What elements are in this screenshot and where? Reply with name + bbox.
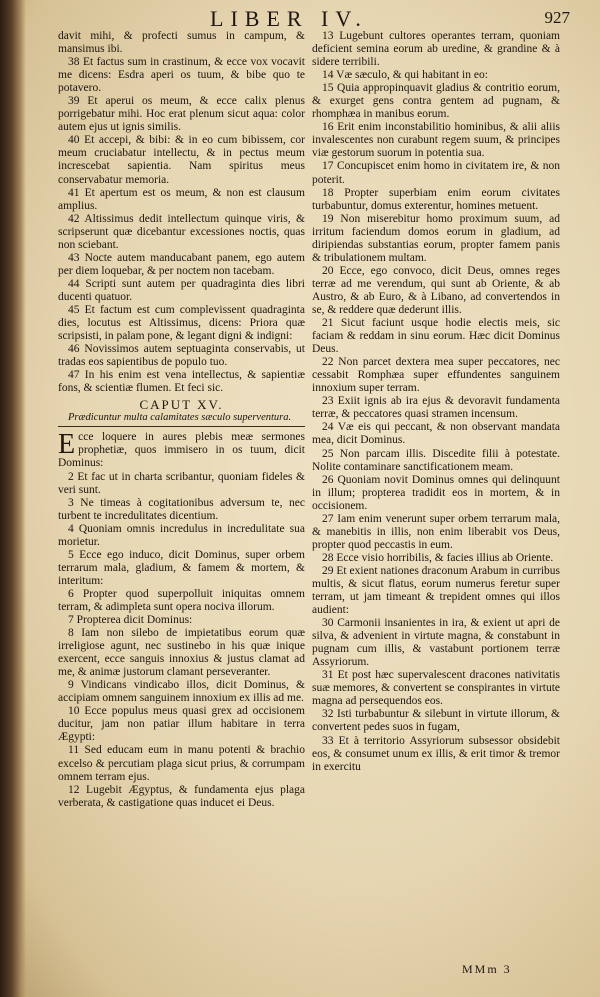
verse-text: cce loquere in aures plebis meæ sermones prophetiæ, quos immisero in os tuum, dicit Dominus: <box>58 431 305 470</box>
verse: 18 Propter superbiam enim eorum civitates turbabuntur, domus exterentur, homines metuent. <box>312 186 560 212</box>
verse: 27 Iam enim venerunt super orbem terrarum mala, & manebitis in illis, non enim liberabit vos Deus, propter quod peccastis in eum. <box>312 512 560 551</box>
verse: 15 Quia appropinquavit gladius & contritio eorum, & exurget gens contra gentem ad pugnam, & rhomphæa in manibus eorum. <box>312 82 560 121</box>
verse: 10 Ecce populus meus quasi grex ad occisionem ducitur, jam non patiar illum habitare in terra Ægypti: <box>58 705 305 744</box>
verse: 11 Sed educam eum in manu potenti & brachio excelso & percutiam plaga sicut prius, & corrumpam omnem terram ejus. <box>58 744 305 783</box>
verse: 20 Ecce, ego convoco, dicit Deus, omnes reges terræ ad me verendum, qui sunt ab Oriente, & ab Austro, & ab Euro, & à Libano, ad convertendos in se, & reddere quæ dederunt illis. <box>312 264 560 316</box>
verse: 46 Novissimos autem septuaginta conservabis, ut tradas eos sapientibus de populo tuo. <box>58 343 305 369</box>
verse: 28 Ecce visio horribilis, & facies illius ab Oriente. <box>322 551 554 564</box>
verse: 32 Isti turbabuntur & silebunt in virtute illorum, & convertent pedes suos in fugam, <box>312 708 560 734</box>
verse: 39 Et aperui os meum, & ecce calix plenus porrigebatur mihi. Hoc erat plenum sicut aqua: color autem ejus ut ignis similis. <box>58 95 305 134</box>
running-title: LIBER IV. <box>210 6 368 31</box>
verse-first <box>58 431 305 470</box>
verse: 21 Sicut faciunt usque hodie electis meis, sic faciam & reddam in sinu eorum. Hæc dicit Dominus Deus. <box>312 317 560 356</box>
verse: 22 Non parcet dextera mea super peccatores, nec cessabit Romphæa super effundentes sanguinem innoxium super terram. <box>312 356 560 395</box>
book-spine-shadow <box>0 0 26 997</box>
verse: 25 Non parcam illis. Discedite filii à potestate. Nolite contaminare sanctificationem meam. <box>312 447 560 473</box>
chapter-summary: Prædicuntur multa calamitates sæculo superventura. <box>68 412 292 424</box>
verse: 3 Ne timeas à cogitationibus adversum te, nec turbent te incredulitates dicentium. <box>58 496 305 522</box>
chapter-rule <box>58 426 305 427</box>
verse: 17 Concupiscet enim homo in civitatem ire, & non poterit. <box>312 160 560 186</box>
verse: 14 Væ sæculo, & qui habitant in eo: <box>322 69 488 82</box>
verse: 30 Carmonii insanientes in ira, & exient ut apri de silva, & advenient in virtute magna, & constabunt in pugnam cum illis, & vastabunt portionem terræ Assyriorum. <box>312 617 560 669</box>
verse: 16 Erit enim inconstabilitio hominibus, & alii aliis invalescentes non curabunt regem suum, & principes viæ gestorum suorum in potentia sua. <box>312 121 560 160</box>
signature-mark: MMm 3 <box>462 962 512 976</box>
verse: 40 Et accepi, & bibi: & in eo cum bibissem, cor meum cruciabatur intellectu, & in pectus meum increscebat sapientia. Nam spiritus meus conservabatur memoria. <box>58 134 305 186</box>
verse: 33 Et à territorio Assyriorum subsessor obsidebit eos, & consumet unum ex illis, & erit timor & tremor in exercitu <box>312 734 560 773</box>
verse: 42 Altissimus dedit intellectum quinque viris, & scripserunt quæ dicebantur excessiones noctis, quas non sciebant. <box>58 212 305 251</box>
drop-cap-initial: E <box>58 429 76 461</box>
verse: 47 In his enim est vena intellectus, & sapientiæ fons, & scientiæ flumen. Et feci sic. <box>58 369 305 395</box>
verse: 5 Ecce ego induco, dicit Dominus, super orbem terrarum mala, gladium, & famem & mortem, & interitum: <box>58 548 305 587</box>
verse: 23 Exiit ignis ab ira ejus & devoravit fundamenta terræ, & peccatores quasi stramen incensum. <box>312 395 560 421</box>
verse: 19 Non miserebitur homo proximum suum, ad irritum faciendum domos eorum in gladium, ad diripiendas substantias eorum, propter famem panis & tribulationem multam. <box>312 212 560 264</box>
verse: 45 Et factum est cum complevissent quadraginta dies, locutus est Altissimus, dicens: Priora quæ scripsisti, in palam pone, & legant digni & indigni: <box>58 303 305 343</box>
verse: 8 Iam non silebo de impietatibus eorum quæ irreligiose agunt, nec sustinebo in his quæ inique exercent, ecce sanguis innoxius & justus clamat ad me, & animæ justorum clamant perseveranter. <box>58 627 305 679</box>
verse: 31 Et post hæc supervalescent dracones nativitatis suæ memores, & convertent se conspirantes in virtute magna ad persequendos eos. <box>312 669 560 708</box>
verse: 2 Et fac ut in charta scribantur, quoniam fideles & veri sunt. <box>58 470 305 496</box>
verse: 13 Lugebunt cultores operantes terram, quoniam deficient semina eorum ab uredine, & grandine & à sidere terribili. <box>312 30 560 69</box>
verse: davit mihi, & profecti sumus in campum, & mansimus ibi. <box>58 30 305 56</box>
verse: 7 Propterea dicit Dominus: <box>68 614 193 627</box>
verse: 38 Et factus sum in crastinum, & ecce vox vocavit me dicens: Esdra aperi os tuum, & bibe quo te potavero. <box>58 56 305 95</box>
verse: 4 Quoniam omnis incredulus in incredulitate sua morietur. <box>58 522 305 548</box>
page-number: 927 <box>544 8 570 27</box>
verse: 26 Quoniam novit Dominus omnes qui delinquunt in illum; propterea tradidit eos in mortem, & in occisionem. <box>312 473 560 512</box>
verse: 12 Lugebit Ægyptus, & fundamenta ejus plaga verberata, & castigatione quas inducet ei Deus. <box>58 783 305 809</box>
verse: 41 Et apertum est os meum, & non est clausum amplius. <box>58 186 305 212</box>
chapter-title: CAPUT XV. <box>139 397 224 413</box>
verse: 6 Propter quod superpolluit iniquitas omnem terram, & adimpleta sunt opera nociva illorum. <box>58 587 305 613</box>
verse: 29 Et exient nationes draconum Arabum in curribus multis, & sicut flatus, eorum numerus feretur super terram, ut jam timeant & trepident omnes qui illos audient: <box>312 564 560 617</box>
verse: 44 Scripti sunt autem per quadraginta dies libri ducenti quatuor. <box>58 277 305 303</box>
verse: 9 Vindicans vindicabo illos, dicit Dominus, & accipiam omnem sanguinem innoxium ex illis ad me. <box>58 679 305 705</box>
verse: 24 Væ eis qui peccant, & non observant mandata mea, dicit Dominus. <box>312 421 560 447</box>
right-column <box>312 30 560 985</box>
left-column <box>58 30 305 985</box>
verse: 43 Nocte autem manducabant panem, ego autem per diem loquebar, & per noctem non tacebam. <box>58 251 305 277</box>
